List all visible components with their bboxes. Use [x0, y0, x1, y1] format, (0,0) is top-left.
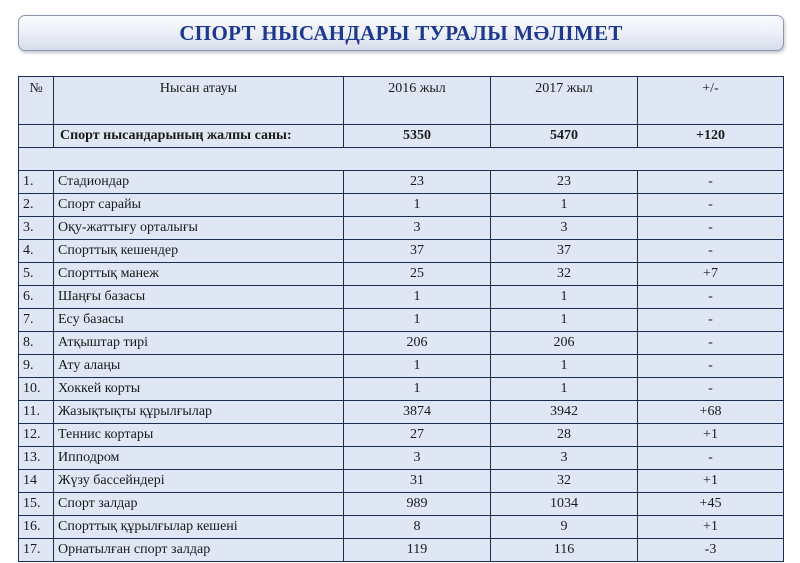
row-diff-cell: +68 [638, 401, 784, 424]
row-number-cell: 14 [19, 470, 54, 493]
row-diff-cell: +7 [638, 263, 784, 286]
column-header-number: № [19, 77, 54, 125]
row-diff-cell: - [638, 286, 784, 309]
row-2017-cell: 206 [491, 332, 638, 355]
table-row [19, 286, 784, 309]
row-diff-cell: - [638, 194, 784, 217]
row-name-cell: Спорттық құрылғылар кешені [54, 516, 344, 539]
table-row [19, 424, 784, 447]
row-2017-cell: 32 [491, 470, 638, 493]
row-2016-cell: 31 [344, 470, 491, 493]
table-row [19, 516, 784, 539]
table-row [19, 401, 784, 424]
row-name-cell: Орнатылған спорт залдар [54, 539, 344, 562]
row-2017-cell: 3942 [491, 401, 638, 424]
table-row [19, 240, 784, 263]
row-2016-cell: 3 [344, 447, 491, 470]
row-diff-cell: +1 [638, 470, 784, 493]
row-number-cell: 13. [19, 447, 54, 470]
total-name-cell: Спорт нысандарының жалпы саны: [54, 125, 344, 148]
row-number-cell: 12. [19, 424, 54, 447]
row-number-cell: 17. [19, 539, 54, 562]
row-diff-cell: - [638, 355, 784, 378]
row-diff-cell: +1 [638, 424, 784, 447]
row-name-cell: Спорт залдар [54, 493, 344, 516]
row-2016-cell: 8 [344, 516, 491, 539]
table-row [19, 539, 784, 562]
spacer-cell [19, 148, 784, 171]
page-title: СПОРТ НЫСАНДАРЫ ТУРАЛЫ МӘЛІМЕТ [179, 20, 623, 45]
table-row [19, 217, 784, 240]
row-2017-cell: 28 [491, 424, 638, 447]
row-name-cell: Хоккей корты [54, 378, 344, 401]
row-number-cell: 7. [19, 309, 54, 332]
row-2017-cell: 3 [491, 217, 638, 240]
column-header-2017: 2017 жыл [491, 77, 638, 125]
row-number-cell: 4. [19, 240, 54, 263]
row-2016-cell: 989 [344, 493, 491, 516]
row-2016-cell: 1 [344, 286, 491, 309]
row-2017-cell: 37 [491, 240, 638, 263]
row-2016-cell: 1 [344, 309, 491, 332]
row-2016-cell: 25 [344, 263, 491, 286]
row-number-cell: 10. [19, 378, 54, 401]
row-name-cell: Есу базасы [54, 309, 344, 332]
total-2017-cell: 5470 [491, 125, 638, 148]
row-number-cell: 8. [19, 332, 54, 355]
row-2016-cell: 3 [344, 217, 491, 240]
row-2017-cell: 1034 [491, 493, 638, 516]
row-number-cell: 2. [19, 194, 54, 217]
row-name-cell: Жазықтықты құрылғылар [54, 401, 344, 424]
row-name-cell: Ипподром [54, 447, 344, 470]
table-row [19, 493, 784, 516]
column-header-diff: +/- [638, 77, 784, 125]
table-row [19, 470, 784, 493]
row-name-cell: Шаңғы базасы [54, 286, 344, 309]
total-row [19, 125, 784, 148]
row-2016-cell: 3874 [344, 401, 491, 424]
row-diff-cell: - [638, 447, 784, 470]
column-header-2016: 2016 жыл [344, 77, 491, 125]
row-2017-cell: 23 [491, 171, 638, 194]
table-row [19, 194, 784, 217]
table-row [19, 447, 784, 470]
row-name-cell: Атқыштар тирі [54, 332, 344, 355]
table-row [19, 263, 784, 286]
column-header-name: Нысан атауы [54, 77, 344, 125]
table-row [19, 309, 784, 332]
row-2016-cell: 23 [344, 171, 491, 194]
row-diff-cell: - [638, 171, 784, 194]
row-number-cell: 1. [19, 171, 54, 194]
row-2016-cell: 1 [344, 355, 491, 378]
table-row [19, 355, 784, 378]
title-banner [18, 15, 784, 51]
row-number-cell: 16. [19, 516, 54, 539]
row-2016-cell: 1 [344, 194, 491, 217]
row-2017-cell: 1 [491, 378, 638, 401]
table-header-row [19, 77, 784, 125]
row-number-cell: 5. [19, 263, 54, 286]
row-2016-cell: 27 [344, 424, 491, 447]
row-name-cell: Спорттық кешендер [54, 240, 344, 263]
row-2017-cell: 9 [491, 516, 638, 539]
row-name-cell: Ату алаңы [54, 355, 344, 378]
row-diff-cell: - [638, 217, 784, 240]
row-diff-cell: - [638, 240, 784, 263]
row-2017-cell: 1 [491, 286, 638, 309]
row-number-cell: 3. [19, 217, 54, 240]
row-2016-cell: 37 [344, 240, 491, 263]
row-2017-cell: 1 [491, 194, 638, 217]
row-diff-cell: +1 [638, 516, 784, 539]
row-name-cell: Спорт сарайы [54, 194, 344, 217]
row-2017-cell: 116 [491, 539, 638, 562]
table-row [19, 171, 784, 194]
row-number-cell: 15. [19, 493, 54, 516]
row-number-cell: 6. [19, 286, 54, 309]
row-diff-cell: - [638, 309, 784, 332]
row-2016-cell: 119 [344, 539, 491, 562]
row-2017-cell: 1 [491, 355, 638, 378]
total-diff-cell: +120 [638, 125, 784, 148]
row-number-cell: 9. [19, 355, 54, 378]
row-name-cell: Жүзу бассейндері [54, 470, 344, 493]
row-name-cell: Теннис кортары [54, 424, 344, 447]
row-2017-cell: 1 [491, 309, 638, 332]
row-2017-cell: 32 [491, 263, 638, 286]
row-name-cell: Спорттық манеж [54, 263, 344, 286]
row-2016-cell: 206 [344, 332, 491, 355]
sports-facilities-table [18, 76, 784, 562]
row-2016-cell: 1 [344, 378, 491, 401]
spacer-row [19, 148, 784, 171]
row-diff-cell: -3 [638, 539, 784, 562]
table-row [19, 378, 784, 401]
total-2016-cell: 5350 [344, 125, 491, 148]
row-diff-cell: +45 [638, 493, 784, 516]
row-name-cell: Оқу-жаттығу орталығы [54, 217, 344, 240]
row-number-cell: 11. [19, 401, 54, 424]
row-name-cell: Стадиондар [54, 171, 344, 194]
row-2017-cell: 3 [491, 447, 638, 470]
total-number-cell [19, 125, 54, 148]
row-diff-cell: - [638, 378, 784, 401]
row-diff-cell: - [638, 332, 784, 355]
table-row [19, 332, 784, 355]
